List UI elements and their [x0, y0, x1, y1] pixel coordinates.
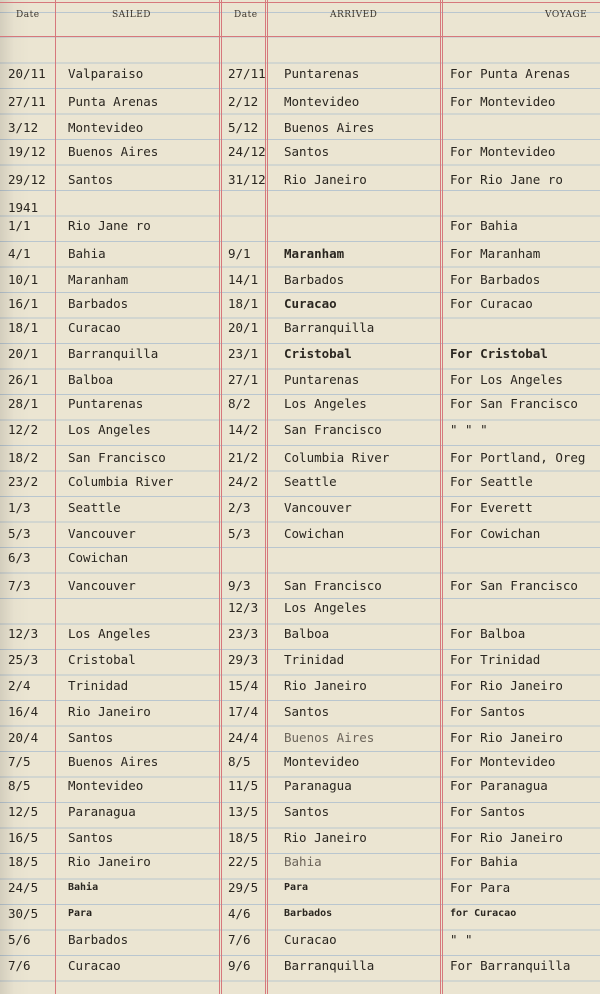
arrived-date: 4/6 [228, 906, 251, 921]
sailed-port: Maranham [68, 272, 129, 287]
sailed-date: 20/1 [8, 346, 39, 361]
sailed-date: 1941 [8, 200, 39, 215]
sailed-port: Montevideo [68, 120, 144, 135]
sailed-date: 28/1 [8, 396, 39, 411]
arrived-port: Barranquilla [284, 320, 375, 335]
sailed-date: 18/5 [8, 854, 39, 869]
sailed-date: 20/11 [8, 66, 46, 81]
sailed-date: 3/12 [8, 120, 39, 135]
ledger-row [0, 674, 600, 698]
sailed-port: Montevideo [68, 778, 144, 793]
sailed-port: Rio Janeiro [68, 854, 151, 869]
arrived-date: 9/1 [228, 246, 251, 261]
arrived-date: 29/3 [228, 652, 259, 667]
arrived-date: 31/12 [228, 172, 266, 187]
sailed-port: Rio Janeiro [68, 704, 151, 719]
voyage-note: For Trinidad [450, 652, 541, 667]
sailed-port: Puntarenas [68, 396, 144, 411]
voyage-note: For Barbados [450, 272, 541, 287]
arrived-date: 18/5 [228, 830, 259, 845]
arrived-port: Rio Janeiro [284, 172, 367, 187]
voyage-note: For Santos [450, 704, 526, 719]
arrived-port: Buenos Aires [284, 730, 375, 745]
sailed-date: 19/12 [8, 144, 46, 159]
voyage-note: For San Francisco [450, 578, 578, 593]
arrived-date: 22/5 [228, 854, 259, 869]
sailed-date: 26/1 [8, 372, 39, 387]
arrived-port: Balboa [284, 626, 330, 641]
ledger-row [0, 726, 600, 750]
arrived-port: Santos [284, 804, 330, 819]
ledger-row [0, 876, 600, 900]
voyage-note: For Rio Janeiro [450, 678, 563, 693]
sailed-date: 18/2 [8, 450, 39, 465]
sailed-port: Balboa [68, 372, 114, 387]
sailed-port: Vancouver [68, 526, 136, 541]
arrived-port: Cristobal [284, 346, 352, 361]
sailed-port: Trinidad [68, 678, 129, 693]
arrived-port: Puntarenas [284, 372, 360, 387]
ledger-row [0, 418, 600, 442]
voyage-note: For Paranagua [450, 778, 548, 793]
ledger-row [0, 214, 600, 238]
sailed-date: 2/4 [8, 678, 31, 693]
sailed-port: Punta Arenas [68, 94, 159, 109]
header-sailed: SAILED [112, 10, 151, 20]
voyage-note: For Barranquilla [450, 958, 571, 973]
arrived-port: Trinidad [284, 652, 345, 667]
ledger-row [0, 342, 600, 366]
ledger-row [0, 774, 600, 798]
voyage-note: For Curacao [450, 296, 533, 311]
sailed-port: Cristobal [68, 652, 136, 667]
ledger-row [0, 902, 600, 926]
arrived-port: Montevideo [284, 94, 360, 109]
header-rule [0, 36, 600, 37]
voyage-note: for Curacao [450, 908, 517, 919]
ledger-row [0, 954, 600, 978]
sailed-date: 7/5 [8, 754, 31, 769]
sailed-date: 10/1 [8, 272, 39, 287]
arrived-port: Vancouver [284, 500, 352, 515]
arrived-port: Puntarenas [284, 66, 360, 81]
sailed-date: 29/12 [8, 172, 46, 187]
arrived-port: Bahia [284, 854, 322, 869]
arrived-port: Columbia River [284, 450, 390, 465]
sailed-date: 7/3 [8, 578, 31, 593]
ledger-row [0, 700, 600, 724]
arrived-date: 27/11 [228, 66, 266, 81]
sailed-date: 16/5 [8, 830, 39, 845]
arrived-date: 14/1 [228, 272, 259, 287]
arrived-date: 21/2 [228, 450, 259, 465]
sailed-port: Santos [68, 830, 114, 845]
ledger-row [0, 546, 600, 570]
sailed-port: Rio Jane ro [68, 218, 151, 233]
sailed-port: Los Angeles [68, 626, 151, 641]
sailed-date: 5/3 [8, 526, 31, 541]
header-voyage: VOYAGE [545, 10, 588, 20]
arrived-date: 7/6 [228, 932, 251, 947]
ledger-row [0, 168, 600, 192]
voyage-note: For Santos [450, 804, 526, 819]
arrived-port: Montevideo [284, 754, 360, 769]
sailed-port: Seattle [68, 500, 121, 515]
sailed-date: 20/4 [8, 730, 39, 745]
arrived-port: San Francisco [284, 578, 382, 593]
ledger-row [0, 622, 600, 646]
top-rule [0, 2, 600, 3]
arrived-date: 18/1 [228, 296, 259, 311]
voyage-note: For Bahia [450, 218, 518, 233]
sailed-date: 1/1 [8, 218, 31, 233]
header-arrived: ARRIVED [330, 10, 378, 20]
arrived-date: 8/2 [228, 396, 251, 411]
arrived-date: 20/1 [228, 320, 259, 335]
sailed-port: Bahia [68, 882, 99, 893]
voyage-note: For Bahia [450, 854, 518, 869]
voyage-note: " " [450, 932, 473, 947]
voyage-note: For Montevideo [450, 94, 556, 109]
arrived-date: 2/12 [228, 94, 259, 109]
header-date-arrived: Date [234, 10, 258, 20]
sailed-date: 16/4 [8, 704, 39, 719]
voyage-note: For Rio Janeiro [450, 830, 563, 845]
voyage-note: For Rio Janeiro [450, 730, 563, 745]
arrived-port: Seattle [284, 474, 337, 489]
arrived-date: 13/5 [228, 804, 259, 819]
ledger-row [0, 116, 600, 140]
voyage-note: For Everett [450, 500, 533, 515]
ledger-row [0, 90, 600, 114]
arrived-date: 24/2 [228, 474, 259, 489]
sailed-port: Curacao [68, 320, 121, 335]
arrived-date: 15/4 [228, 678, 259, 693]
sailed-date: 30/5 [8, 906, 39, 921]
sailed-port: Vancouver [68, 578, 136, 593]
arrived-date: 2/3 [228, 500, 251, 515]
sailed-date: 18/1 [8, 320, 39, 335]
ledger-row [0, 392, 600, 416]
sailed-date: 16/1 [8, 296, 39, 311]
arrived-port: Barranquilla [284, 958, 375, 973]
ledger-row [0, 574, 600, 598]
sailed-date: 12/2 [8, 422, 39, 437]
sailed-port: Cowichan [68, 550, 129, 565]
arrived-date: 17/4 [228, 704, 259, 719]
arrived-port: San Francisco [284, 422, 382, 437]
ledger-row [0, 648, 600, 672]
ledger-row [0, 596, 600, 620]
ledger-row [0, 62, 600, 86]
sailed-date: 1/3 [8, 500, 31, 515]
arrived-port: Curacao [284, 932, 337, 947]
ledger-row [0, 368, 600, 392]
ledger-row [0, 800, 600, 824]
voyage-note: For Los Angeles [450, 372, 563, 387]
sailed-port: San Francisco [68, 450, 166, 465]
voyage-note: For Portland, Oreg [450, 450, 586, 465]
voyage-note: For Montevideo [450, 144, 556, 159]
sailed-port: Barranquilla [68, 346, 159, 361]
sailed-port: Columbia River [68, 474, 174, 489]
arrived-date: 5/12 [228, 120, 259, 135]
arrived-date: 23/3 [228, 626, 259, 641]
arrived-date: 9/3 [228, 578, 251, 593]
arrived-date: 24/4 [228, 730, 259, 745]
sailed-date: 4/1 [8, 246, 31, 261]
sailed-date: 25/3 [8, 652, 39, 667]
arrived-date: 8/5 [228, 754, 251, 769]
sailed-date: 12/5 [8, 804, 39, 819]
arrived-port: Maranham [284, 246, 345, 261]
sailed-port: Valparaiso [68, 66, 144, 81]
sailed-port: Los Angeles [68, 422, 151, 437]
arrived-port: Los Angeles [284, 396, 367, 411]
sailed-port: Bahia [68, 246, 106, 261]
arrived-date: 12/3 [228, 600, 259, 615]
voyage-note: For Maranham [450, 246, 541, 261]
ledger-row [0, 470, 600, 494]
voyage-note: For San Francisco [450, 396, 578, 411]
arrived-date: 29/5 [228, 880, 259, 895]
ledger-row [0, 140, 600, 164]
sailed-port: Curacao [68, 958, 121, 973]
ledger-row [0, 496, 600, 520]
arrived-port: Santos [284, 704, 330, 719]
ledger-row [0, 850, 600, 874]
ledger-row [0, 446, 600, 470]
arrived-port: Curacao [284, 296, 337, 311]
arrived-port: Buenos Aires [284, 120, 375, 135]
arrived-port: Santos [284, 144, 330, 159]
arrived-date: 9/6 [228, 958, 251, 973]
arrived-port: Paranagua [284, 778, 352, 793]
voyage-note: For Para [450, 880, 511, 895]
arrived-date: 14/2 [228, 422, 259, 437]
voyage-note: For Balboa [450, 626, 526, 641]
sailed-port: Barbados [68, 932, 129, 947]
sailed-date: 12/3 [8, 626, 39, 641]
voyage-note: For Cristobal [450, 346, 548, 361]
arrived-port: Los Angeles [284, 600, 367, 615]
ledger-row [0, 750, 600, 774]
sailed-port: Paranagua [68, 804, 136, 819]
arrived-port: Para [284, 882, 309, 893]
voyage-note: For Rio Jane ro [450, 172, 563, 187]
arrived-port: Cowichan [284, 526, 345, 541]
voyage-note: For Cowichan [450, 526, 541, 541]
sailed-date: 6/3 [8, 550, 31, 565]
voyage-note: " " " [450, 422, 488, 437]
ledger-row [0, 316, 600, 340]
arrived-date: 5/3 [228, 526, 251, 541]
header-date-sailed: Date [16, 10, 40, 20]
sailed-port: Para [68, 908, 93, 919]
sailed-date: 23/2 [8, 474, 39, 489]
ledger-row [0, 826, 600, 850]
sailed-date: 8/5 [8, 778, 31, 793]
voyage-note: For Montevideo [450, 754, 556, 769]
sailed-port: Santos [68, 172, 114, 187]
sailed-date: 7/6 [8, 958, 31, 973]
ledger-row [0, 928, 600, 952]
sailed-date: 5/6 [8, 932, 31, 947]
sailed-port: Buenos Aires [68, 144, 159, 159]
arrived-port: Rio Janeiro [284, 678, 367, 693]
sailed-date: 24/5 [8, 880, 39, 895]
sailed-date: 27/11 [8, 94, 46, 109]
ledger-row [0, 242, 600, 266]
ledger-row [0, 292, 600, 316]
ledger-row [0, 522, 600, 546]
arrived-port: Barbados [284, 272, 345, 287]
arrived-port: Rio Janeiro [284, 830, 367, 845]
sailed-port: Santos [68, 730, 114, 745]
arrived-date: 11/5 [228, 778, 259, 793]
voyage-note: For Punta Arenas [450, 66, 571, 81]
voyage-note: For Seattle [450, 474, 533, 489]
arrived-date: 23/1 [228, 346, 259, 361]
arrived-port: Barbados [284, 908, 333, 919]
arrived-date: 24/12 [228, 144, 266, 159]
sailed-port: Barbados [68, 296, 129, 311]
sailed-port: Buenos Aires [68, 754, 159, 769]
ledger-row [0, 268, 600, 292]
arrived-date: 27/1 [228, 372, 259, 387]
